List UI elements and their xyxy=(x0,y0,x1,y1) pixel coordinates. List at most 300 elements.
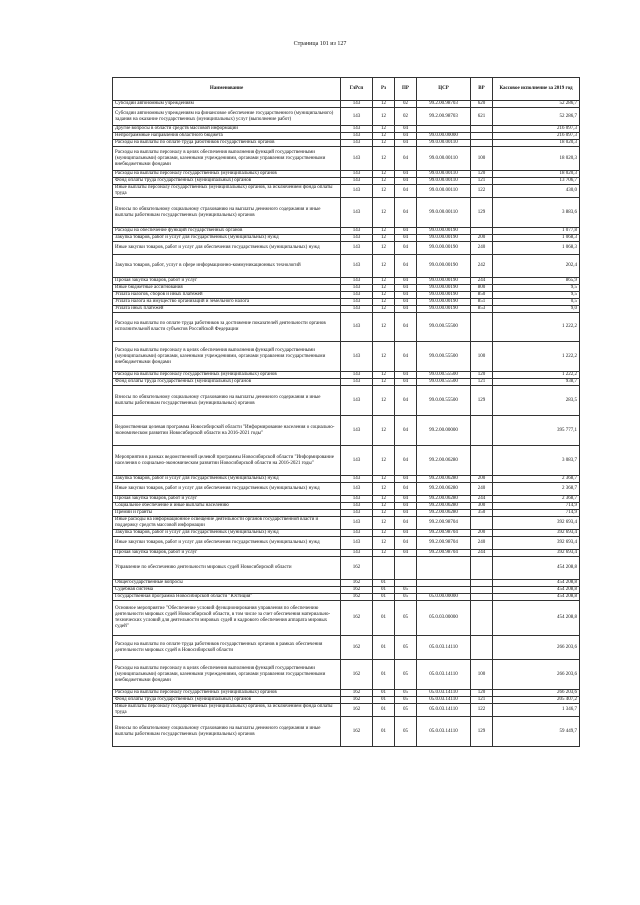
cell-amount: 2 368,7 xyxy=(493,476,580,483)
cell-pr: 04 xyxy=(395,198,417,228)
cell-rz: 12 xyxy=(373,185,395,198)
cell-amount: 1 077,8 xyxy=(493,228,580,235)
cell-glrsp: 143 xyxy=(341,496,373,503)
cell-pr: 04 xyxy=(395,235,417,242)
cell-name: Иные выплаты персоналу государственных (муниципальных) органов, за исключением фонда оплаты труда xyxy=(113,185,341,198)
cell-glrsp: 143 xyxy=(341,126,373,133)
cell-glrsp: 162 xyxy=(341,587,373,594)
cell-rz: 12 xyxy=(373,140,395,147)
cell-name: Расходы на выплаты по оплате труда работников за достижение показателей деятельности органов исполнительной власти субъектов Российской Федерации xyxy=(113,313,341,342)
cell-name: Закупка товаров, работ и услуг для государственных (муниципальных) нужд xyxy=(113,235,341,242)
cell-name: Уплата налогов, сборов и иных платежей xyxy=(113,292,341,299)
cell-vr: 121 xyxy=(471,178,493,185)
cell-csr: 99.0.00.55500 xyxy=(417,379,471,386)
table-row xyxy=(113,228,580,235)
cell-amount: 3 083,7 xyxy=(493,446,580,476)
column-header-amount: Кассовое исполнение за 2019 год xyxy=(493,78,580,101)
cell-name: Прочая закупка товаров, работ и услуг xyxy=(113,496,341,503)
cell-rz: 01 xyxy=(373,587,395,594)
table-row xyxy=(113,299,580,306)
cell-rz xyxy=(373,557,395,580)
cell-rz: 01 xyxy=(373,717,395,747)
cell-vr: 350 xyxy=(471,510,493,517)
table-header-row xyxy=(113,78,580,101)
cell-csr: 05.0.03.14110 xyxy=(417,697,471,704)
table-row xyxy=(113,587,580,594)
cell-glrsp: 143 xyxy=(341,510,373,517)
column-header-glrsp: ГлРсп xyxy=(341,78,373,101)
cell-pr: 04 xyxy=(395,178,417,185)
cell-glrsp: 143 xyxy=(341,313,373,342)
cell-csr: 99.2.00.98703 xyxy=(417,108,471,126)
column-header-vr: ВР xyxy=(471,78,493,101)
table-row xyxy=(113,510,580,517)
cell-glrsp: 143 xyxy=(341,386,373,416)
cell-glrsp: 143 xyxy=(341,133,373,140)
cell-name: Расходы на выплаты персоналу в целях обеспечения выполнения функций государственными (муниципальными) органами, казенными учреждениями, органами управления государственными внебюджетными фондами xyxy=(113,342,341,372)
table-row xyxy=(113,147,580,171)
cell-csr: 99.0.00.00110 xyxy=(417,147,471,171)
cell-vr: 100 xyxy=(471,342,493,372)
cell-pr: 04 xyxy=(395,379,417,386)
cell-rz: 01 xyxy=(373,636,395,660)
cell-name: Фонд оплаты труда государственных (муниципальных) органов xyxy=(113,178,341,185)
table-row xyxy=(113,108,580,126)
table-row xyxy=(113,185,580,198)
cell-csr: 99.0.00.00190 xyxy=(417,228,471,235)
cell-glrsp: 143 xyxy=(341,446,373,476)
cell-vr: 244 xyxy=(471,278,493,285)
cell-vr xyxy=(471,594,493,601)
cell-glrsp: 143 xyxy=(341,178,373,185)
table-row xyxy=(113,537,580,550)
cell-name: Уплата налога на имущество организаций и земельного налога xyxy=(113,299,341,306)
cell-csr: 05.0.03.14110 xyxy=(417,690,471,697)
cell-pr: 05 xyxy=(395,704,417,717)
cell-amount: 395 777,1 xyxy=(493,416,580,446)
cell-pr: 05 xyxy=(395,601,417,636)
cell-amount: 202,4 xyxy=(493,255,580,278)
cell-amount: 865,9 xyxy=(493,278,580,285)
cell-csr xyxy=(417,580,471,587)
cell-glrsp: 143 xyxy=(341,342,373,372)
table-row xyxy=(113,255,580,278)
cell-amount: 0,5 xyxy=(493,299,580,306)
cell-rz: 12 xyxy=(373,126,395,133)
cell-amount: 9,5 xyxy=(493,292,580,299)
table-row xyxy=(113,198,580,228)
cell-amount: 216 097,3 xyxy=(493,126,580,133)
cell-rz: 12 xyxy=(373,306,395,313)
cell-name: Государственная программа Новосибирской области "Юстиция" xyxy=(113,594,341,601)
cell-name: Субсидии автономным учреждениям xyxy=(113,101,341,108)
cell-rz: 12 xyxy=(373,171,395,178)
cell-rz: 12 xyxy=(373,517,395,530)
cell-amount: 430,0 xyxy=(493,185,580,198)
cell-vr: 300 xyxy=(471,503,493,510)
cell-vr: 129 xyxy=(471,386,493,416)
cell-pr: 04 xyxy=(395,242,417,255)
cell-rz: 12 xyxy=(373,483,395,496)
cell-pr: 04 xyxy=(395,476,417,483)
cell-glrsp: 143 xyxy=(341,416,373,446)
table-row xyxy=(113,660,580,690)
cell-name: Иные закупки товаров, работ и услуг для обеспечения государственных (муниципальных) нужд xyxy=(113,483,341,496)
table-row xyxy=(113,601,580,636)
cell-vr: 620 xyxy=(471,101,493,108)
cell-amount: 1 222,2 xyxy=(493,342,580,372)
table-row xyxy=(113,483,580,496)
cell-vr: 129 xyxy=(471,717,493,747)
table-row xyxy=(113,717,580,747)
cell-vr: 200 xyxy=(471,530,493,537)
cell-amount: 2 368,7 xyxy=(493,483,580,496)
cell-pr: 04 xyxy=(395,185,417,198)
cell-glrsp: 143 xyxy=(341,379,373,386)
table-row xyxy=(113,496,580,503)
cell-amount: 1 222,2 xyxy=(493,313,580,342)
page-number-header: Страница 101 из 127 xyxy=(293,41,347,47)
cell-name: Расходы на обеспечение функций государственных органов xyxy=(113,228,341,235)
cell-vr: 240 xyxy=(471,242,493,255)
cell-glrsp: 143 xyxy=(341,108,373,126)
cell-csr: 99.0.00.55500 xyxy=(417,313,471,342)
cell-vr: 850 xyxy=(471,292,493,299)
cell-rz: 12 xyxy=(373,147,395,171)
cell-amount: 18 020,3 xyxy=(493,147,580,171)
cell-name: Расходы на выплаты персоналу государственных (муниципальных) органов xyxy=(113,171,341,178)
cell-name: Непрограммные направления областного бюджета xyxy=(113,133,341,140)
table-row xyxy=(113,636,580,660)
cell-csr: 05.0.03.14110 xyxy=(417,717,471,747)
table-row xyxy=(113,171,580,178)
cell-csr: 05.0.03.14110 xyxy=(417,660,471,690)
table-row xyxy=(113,386,580,416)
cell-rz: 01 xyxy=(373,697,395,704)
cell-vr: 129 xyxy=(471,198,493,228)
cell-amount: 1 222,2 xyxy=(493,372,580,379)
cell-csr: 99.0.00.00190 xyxy=(417,285,471,292)
table-row xyxy=(113,306,580,313)
cell-csr: 99.0.00.00190 xyxy=(417,292,471,299)
table-row xyxy=(113,530,580,537)
cell-csr: 99.0.00.00190 xyxy=(417,242,471,255)
cell-amount: 205 407,2 xyxy=(493,697,580,704)
cell-amount: 714,9 xyxy=(493,503,580,510)
cell-glrsp: 143 xyxy=(341,101,373,108)
cell-rz: 01 xyxy=(373,580,395,587)
cell-vr xyxy=(471,557,493,580)
cell-glrsp: 143 xyxy=(341,299,373,306)
cell-rz: 12 xyxy=(373,235,395,242)
table-row xyxy=(113,704,580,717)
cell-pr: 02 xyxy=(395,101,417,108)
cell-rz: 12 xyxy=(373,178,395,185)
cell-glrsp: 143 xyxy=(341,147,373,171)
cell-glrsp: 143 xyxy=(341,550,373,557)
cell-rz: 12 xyxy=(373,255,395,278)
cell-vr: 121 xyxy=(471,379,493,386)
table-row xyxy=(113,580,580,587)
cell-pr: 04 xyxy=(395,510,417,517)
cell-pr: 05 xyxy=(395,587,417,594)
cell-csr xyxy=(417,557,471,580)
cell-glrsp: 162 xyxy=(341,660,373,690)
table-row xyxy=(113,446,580,476)
cell-rz: 12 xyxy=(373,313,395,342)
cell-name: Общегосударственные вопросы xyxy=(113,580,341,587)
cell-glrsp: 143 xyxy=(341,171,373,178)
cell-amount: 2 368,7 xyxy=(493,496,580,503)
cell-name: Мероприятия в рамках ведомственной целевой программы Новосибирской области "Информирование населения о социально-экономическом развитии Новосибирской области на 2016-2021 годы" xyxy=(113,446,341,476)
cell-rz: 12 xyxy=(373,386,395,416)
table-row xyxy=(113,690,580,697)
cell-rz: 12 xyxy=(373,299,395,306)
cell-csr: 99.0.00.00190 xyxy=(417,306,471,313)
cell-pr: 04 xyxy=(395,299,417,306)
cell-amount: 454 208,8 xyxy=(493,587,580,594)
table-row xyxy=(113,178,580,185)
table-row xyxy=(113,242,580,255)
table-row xyxy=(113,476,580,483)
cell-vr xyxy=(471,636,493,660)
cell-glrsp: 143 xyxy=(341,228,373,235)
cell-csr: 99.0.00.00190 xyxy=(417,278,471,285)
table-row xyxy=(113,285,580,292)
cell-pr: 04 xyxy=(395,133,417,140)
cell-rz: 12 xyxy=(373,133,395,140)
cell-rz: 01 xyxy=(373,601,395,636)
cell-pr: 04 xyxy=(395,537,417,550)
table-body xyxy=(113,101,580,747)
cell-amount: 392 693,4 xyxy=(493,530,580,537)
cell-name: Субсидии автономным учреждениям на финансовое обеспечение государственного (муниципального) задания на оказание государственных (муниципальных) услуг (выполнение работ) xyxy=(113,108,341,126)
cell-name: Иные выплаты персоналу государственных (муниципальных) органов, за исключением фонда оплаты труда xyxy=(113,704,341,717)
cell-glrsp: 143 xyxy=(341,483,373,496)
cell-pr xyxy=(395,557,417,580)
cell-glrsp: 143 xyxy=(341,537,373,550)
cell-pr: 04 xyxy=(395,416,417,446)
cell-amount: 9,0 xyxy=(493,306,580,313)
cell-name: Взносы по обязательному социальному страхованию на выплаты денежного содержания и иные выплаты работникам государственных (муниципальных) органов xyxy=(113,717,341,747)
cell-name: Расходы на выплаты персоналу государственных (муниципальных) органов xyxy=(113,372,341,379)
table-row xyxy=(113,278,580,285)
cell-pr: 05 xyxy=(395,660,417,690)
cell-name: Расходы на выплаты персоналу в целях обеспечения выполнения функций государственными (муниципальными) органами, казенными учреждениями, органами управления государственными внебюджетными фондами xyxy=(113,660,341,690)
cell-csr xyxy=(417,126,471,133)
cell-vr: 121 xyxy=(471,697,493,704)
cell-pr: 04 xyxy=(395,292,417,299)
cell-vr: 200 xyxy=(471,476,493,483)
cell-amount: 52 286,7 xyxy=(493,108,580,126)
cell-rz: 12 xyxy=(373,108,395,126)
cell-name: Закупка товаров, работ и услуг для государственных (муниципальных) нужд xyxy=(113,476,341,483)
cell-csr: 99.0.00.55500 xyxy=(417,386,471,416)
cell-pr: 04 xyxy=(395,126,417,133)
cell-amount: 266 203,6 xyxy=(493,690,580,697)
cell-pr: 04 xyxy=(395,140,417,147)
cell-name: Прочая закупка товаров, работ и услуг xyxy=(113,278,341,285)
cell-pr: 04 xyxy=(395,147,417,171)
cell-rz: 12 xyxy=(373,285,395,292)
cell-csr: 99.0.00.00000 xyxy=(417,133,471,140)
table-row xyxy=(113,503,580,510)
cell-rz: 12 xyxy=(373,510,395,517)
cell-amount: 392 693,4 xyxy=(493,517,580,530)
cell-name: Иные закупки товаров, работ и услуг для обеспечения государственных (муниципальных) нужд xyxy=(113,242,341,255)
cell-csr: 99.0.00.00110 xyxy=(417,178,471,185)
table-row xyxy=(113,697,580,704)
cell-glrsp: 143 xyxy=(341,285,373,292)
cell-csr: 99.0.00.55500 xyxy=(417,342,471,372)
cell-name: Расходы на выплаты по оплате труда работников государственных органов xyxy=(113,140,341,147)
cell-pr: 04 xyxy=(395,171,417,178)
table-row xyxy=(113,101,580,108)
cell-pr: 05 xyxy=(395,594,417,601)
cell-csr: 99.2.00.98704 xyxy=(417,517,471,530)
cell-glrsp: 162 xyxy=(341,690,373,697)
table-row xyxy=(113,140,580,147)
column-header-pr: ПР xyxy=(395,78,417,101)
cell-name: Расходы на выплаты персоналу в целях обеспечения выполнения функций государственными (муниципальными) органами, казенными учреждениями, органами управления государственными внебюджетными фондами xyxy=(113,147,341,171)
table-row xyxy=(113,342,580,372)
cell-glrsp: 162 xyxy=(341,717,373,747)
cell-vr xyxy=(471,416,493,446)
cell-rz: 12 xyxy=(373,292,395,299)
table-row xyxy=(113,292,580,299)
cell-pr xyxy=(395,580,417,587)
cell-name: Закупка товаров, работ, услуг в сфере информационно-коммуникационных технологий xyxy=(113,255,341,278)
cell-vr xyxy=(471,517,493,530)
cell-rz: 12 xyxy=(373,496,395,503)
cell-glrsp: 143 xyxy=(341,140,373,147)
cell-pr: 04 xyxy=(395,550,417,557)
cell-pr: 04 xyxy=(395,228,417,235)
cell-pr: 04 xyxy=(395,255,417,278)
cell-amount: 266 203,6 xyxy=(493,636,580,660)
table-row xyxy=(113,517,580,530)
cell-name: Фонд оплаты труда государственных (муниципальных) органов xyxy=(113,697,341,704)
cell-csr: 99.0.00.55500 xyxy=(417,372,471,379)
cell-name: Расходы на выплаты по оплате труда работников государственных органов в рамках обеспечения деятельности мировых судей в Новосибирской области xyxy=(113,636,341,660)
cell-rz: 12 xyxy=(373,503,395,510)
cell-name: Ведомственная целевая программа Новосибирской области "Информирование населения о социально-экономическом развитии Новосибирской области на 2016-2021 годы" xyxy=(113,416,341,446)
cell-csr: 99.2.00.06280 xyxy=(417,476,471,483)
cell-vr xyxy=(471,140,493,147)
cell-name: Уплата иных платежей xyxy=(113,306,341,313)
cell-rz: 12 xyxy=(373,372,395,379)
cell-amount: 454 208,8 xyxy=(493,580,580,587)
cell-vr: 242 xyxy=(471,255,493,278)
cell-name: Социальное обеспечение и иные выплаты населению xyxy=(113,503,341,510)
cell-glrsp: 143 xyxy=(341,198,373,228)
cell-vr: 240 xyxy=(471,537,493,550)
cell-rz: 12 xyxy=(373,550,395,557)
cell-vr xyxy=(471,228,493,235)
cell-rz: 12 xyxy=(373,446,395,476)
cell-csr: 99.0.00.00190 xyxy=(417,299,471,306)
cell-vr: 122 xyxy=(471,704,493,717)
cell-pr: 04 xyxy=(395,483,417,496)
cell-name: Расходы на выплаты персоналу государственных (муниципальных) органов xyxy=(113,690,341,697)
cell-amount: 454 208,8 xyxy=(493,557,580,580)
cell-amount: 454 208,8 xyxy=(493,594,580,601)
cell-vr: 800 xyxy=(471,285,493,292)
cell-glrsp: 143 xyxy=(341,372,373,379)
cell-vr xyxy=(471,601,493,636)
table-row xyxy=(113,379,580,386)
cell-rz: 01 xyxy=(373,594,395,601)
cell-glrsp: 143 xyxy=(341,185,373,198)
cell-rz: 01 xyxy=(373,690,395,697)
table-row xyxy=(113,594,580,601)
cell-pr: 05 xyxy=(395,636,417,660)
cell-name: Другие вопросы в области средств массовой информации xyxy=(113,126,341,133)
cell-csr: 99.2.00.00000 xyxy=(417,416,471,446)
cell-pr: 05 xyxy=(395,697,417,704)
cell-vr: 853 xyxy=(471,306,493,313)
cell-name: Фонд оплаты труда государственных (муниципальных) органов xyxy=(113,379,341,386)
cell-pr: 04 xyxy=(395,285,417,292)
cell-csr: 99.0.00.00190 xyxy=(417,235,471,242)
cell-vr: 120 xyxy=(471,690,493,697)
cell-name: Взносы по обязательному социальному страхованию на выплаты денежного содержания и иные выплаты работникам государственных (муниципальных) органов xyxy=(113,198,341,228)
cell-pr: 04 xyxy=(395,530,417,537)
cell-amount: 938,7 xyxy=(493,379,580,386)
cell-amount: 454 208,8 xyxy=(493,601,580,636)
cell-pr: 02 xyxy=(395,108,417,126)
column-header-csr: ЦСР xyxy=(417,78,471,101)
cell-name: Премии и гранты xyxy=(113,510,341,517)
cell-glrsp: 143 xyxy=(341,242,373,255)
cell-csr: 99.0.00.00110 xyxy=(417,185,471,198)
cell-vr xyxy=(471,446,493,476)
budget-execution-table xyxy=(112,77,580,747)
table-row xyxy=(113,133,580,140)
cell-rz: 01 xyxy=(373,660,395,690)
cell-csr: 99.2.00.98704 xyxy=(417,530,471,537)
cell-name: Прочая закупка товаров, работ и услуг xyxy=(113,550,341,557)
cell-name: Взносы по обязательному социальному страхованию на выплаты денежного содержания и иные выплаты работникам государственных (муниципальных) органов xyxy=(113,386,341,416)
cell-csr xyxy=(417,587,471,594)
cell-csr: 99.0.00.00110 xyxy=(417,171,471,178)
cell-name: Иные расходы на информационное освещение деятельности органов государственной власти и поддержку средств массовой информации xyxy=(113,517,341,530)
cell-csr: 99.0.00.00110 xyxy=(417,198,471,228)
cell-rz: 12 xyxy=(373,198,395,228)
cell-amount: 52 286,7 xyxy=(493,101,580,108)
column-header-name: Наименование xyxy=(113,78,341,101)
cell-amount: 1 068,3 xyxy=(493,242,580,255)
cell-glrsp: 143 xyxy=(341,517,373,530)
cell-pr: 04 xyxy=(395,313,417,342)
cell-pr: 04 xyxy=(395,496,417,503)
cell-pr: 04 xyxy=(395,517,417,530)
cell-amount: 18 020,3 xyxy=(493,171,580,178)
cell-csr: 05.0.03.14110 xyxy=(417,636,471,660)
cell-pr: 04 xyxy=(395,446,417,476)
cell-vr: 240 xyxy=(471,483,493,496)
cell-amount: 392 693,4 xyxy=(493,550,580,557)
cell-name: Управление по обеспечению деятельности мировых судей Новосибирской области xyxy=(113,557,341,580)
cell-glrsp: 162 xyxy=(341,594,373,601)
cell-rz: 12 xyxy=(373,416,395,446)
cell-amount: 714,9 xyxy=(493,510,580,517)
cell-vr: 244 xyxy=(471,496,493,503)
cell-glrsp: 162 xyxy=(341,580,373,587)
table-row xyxy=(113,550,580,557)
cell-glrsp: 143 xyxy=(341,530,373,537)
cell-csr: 05.0.03.14110 xyxy=(417,704,471,717)
